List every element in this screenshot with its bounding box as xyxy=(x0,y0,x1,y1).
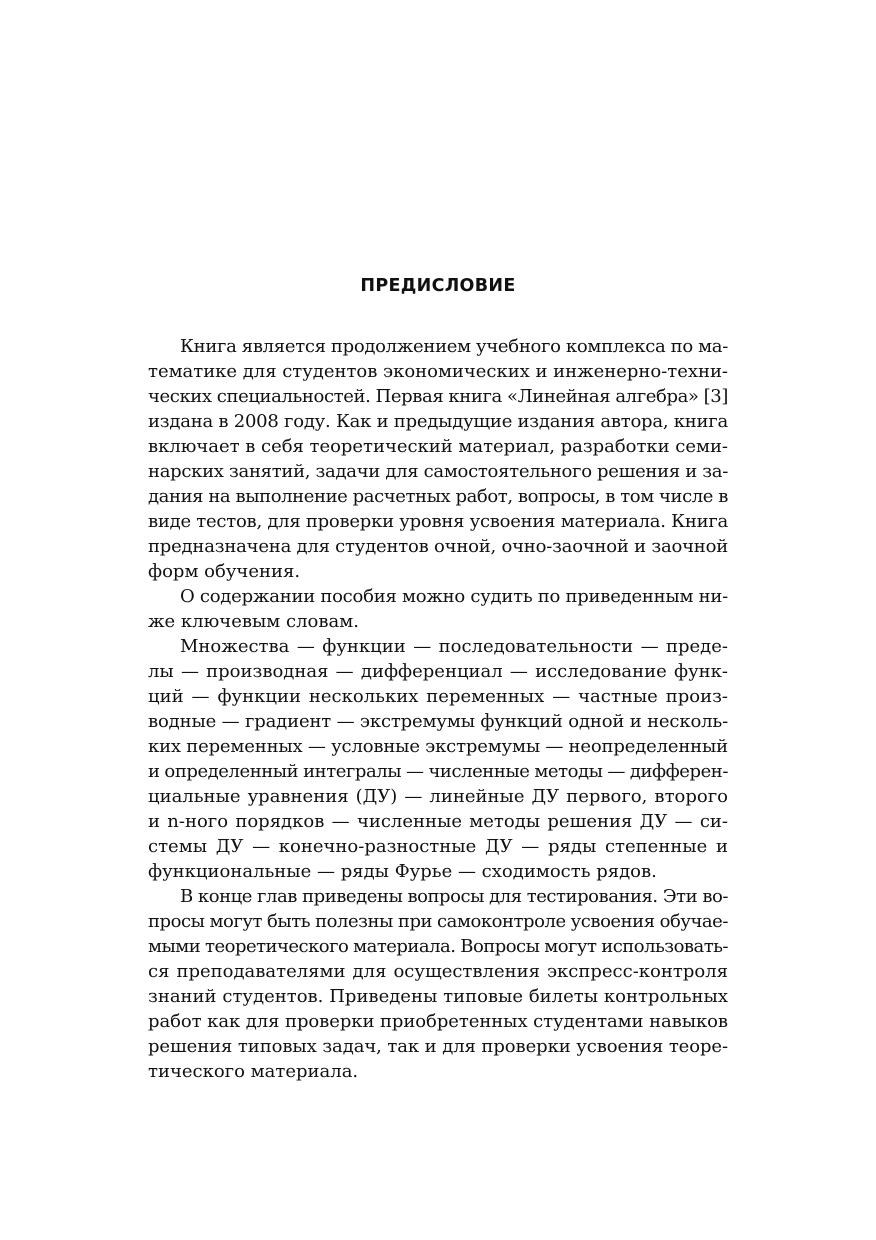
text-line: работ как для проверки приобретенных студентами навыков xyxy=(148,1011,728,1032)
text-line: водные — градиент — экстремумы функций одной и несколь- xyxy=(148,711,728,732)
text-line: дания на выполнение расчетных работ, вопросы, в том числе в xyxy=(148,486,728,507)
paragraph-testing xyxy=(148,884,728,1084)
text-line: предназначена для студентов очной, очно-заочной и заочной xyxy=(148,536,728,557)
text-line: Книга является продолжением учебного комплекса по ма- xyxy=(180,336,728,357)
text-line: В конце глав приведены вопросы для тестирования. Эти во- xyxy=(180,886,728,907)
text-line: нарских занятий, задачи для самостоятельного решения и за- xyxy=(148,461,728,482)
text-line: тематике для студентов экономических и инженерно-техни- xyxy=(148,361,728,382)
text-line: и n-ного порядков — численные методы решения ДУ — си- xyxy=(148,811,728,832)
text-line: функциональные — ряды Фурье — сходимость рядов. xyxy=(148,861,657,882)
text-line: ций — функции нескольких переменных — частные произ- xyxy=(148,686,728,707)
text-line: издана в 2008 году. Как и предыдущие издания автора, книга xyxy=(148,411,728,432)
text-line: просы могут быть полезны при самоконтроле усвоения обучае- xyxy=(148,911,728,932)
text-line: Множества — функции — последовательности — преде- xyxy=(180,636,728,657)
text-line: и определенный интегралы — численные методы — дифферен- xyxy=(148,761,728,782)
text-line: виде тестов, для проверки уровня усвоения материала. Книга xyxy=(148,511,728,532)
paragraph-content-note xyxy=(148,584,728,634)
paragraph-intro xyxy=(148,334,728,584)
text-line: тического материала. xyxy=(148,1061,359,1082)
text-line: стемы ДУ — конечно-разностные ДУ — ряды степенные и xyxy=(148,836,728,857)
text-line: включает в себя теоретический материал, разработки семи- xyxy=(148,436,728,457)
text-line: лы — производная — дифференциал — исследование функ- xyxy=(148,661,728,682)
text-line: же ключевым словам. xyxy=(148,611,359,632)
text-line: О содержании пособия можно судить по приведенным ни- xyxy=(180,586,728,607)
text-line: форм обучения. xyxy=(148,561,301,582)
text-line: знаний студентов. Приведены типовые билеты контрольных xyxy=(148,986,728,1007)
paragraph-keywords xyxy=(148,634,728,884)
text-line: решения типовых задач, так и для проверки усвоения теоре- xyxy=(148,1036,728,1057)
page-title: ПРЕДИСЛОВИЕ xyxy=(360,276,516,296)
text-line: ких переменных — условные экстремумы — неопределенный xyxy=(148,736,728,757)
text-line: циальные уравнения (ДУ) — линейные ДУ первого, второго xyxy=(148,786,728,807)
text-line: ся преподавателями для осуществления экспресс-контроля xyxy=(148,961,728,982)
text-line: мыми теоретического материала. Вопросы могут использовать- xyxy=(148,936,728,957)
text-line: ческих специальностей. Первая книга «Линейная алгебра» [3] xyxy=(148,386,728,407)
preface-text xyxy=(148,334,728,1084)
